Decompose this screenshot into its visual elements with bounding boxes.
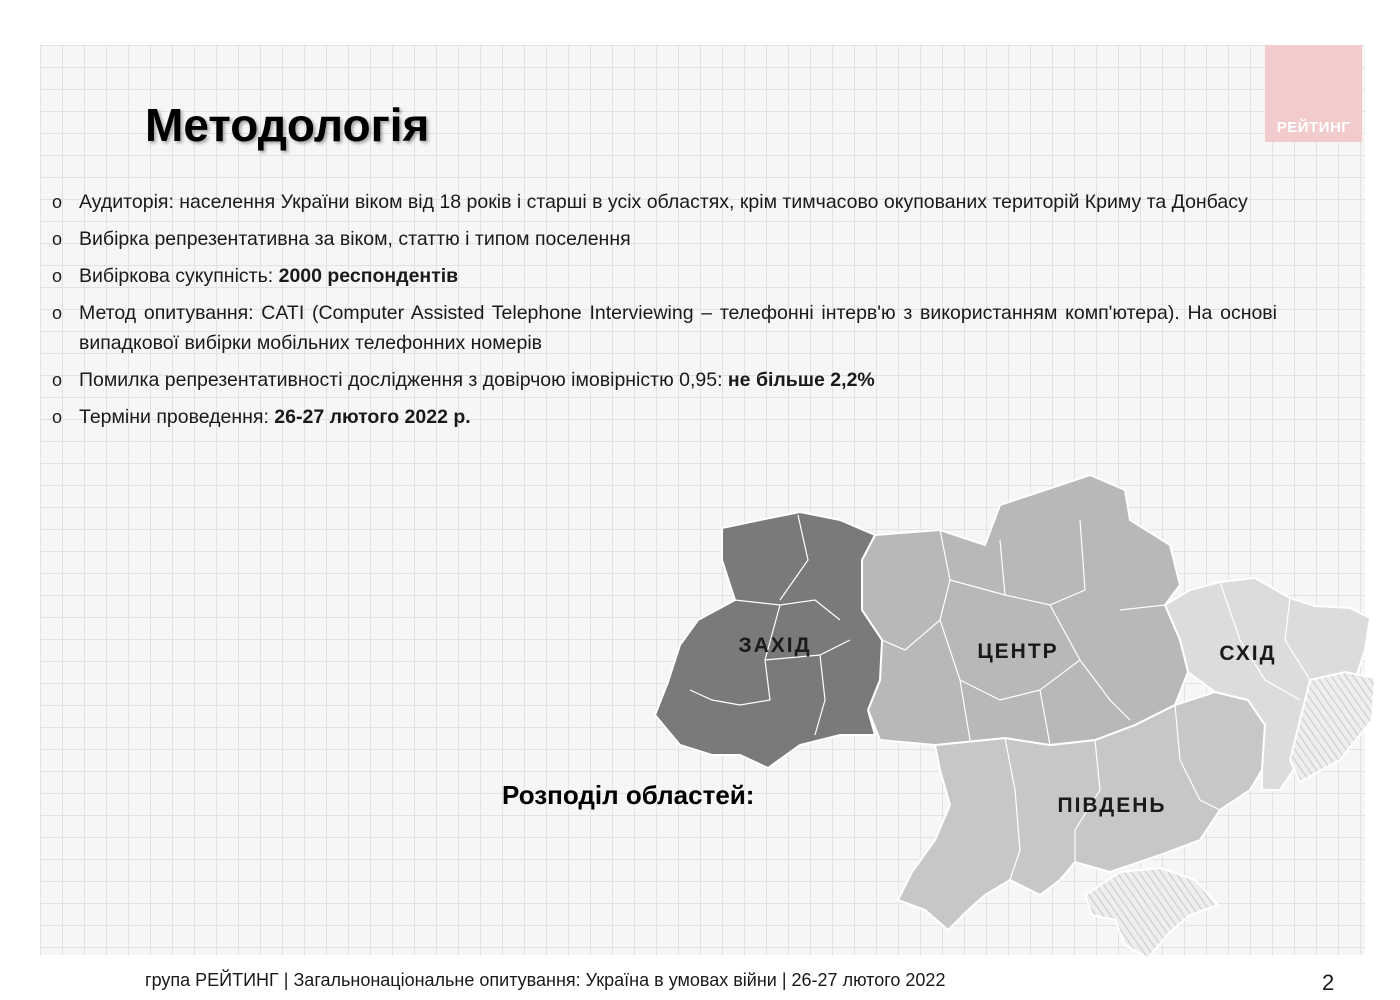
region-center bbox=[862, 475, 1188, 745]
bullet-marker: o bbox=[52, 229, 63, 249]
occupied-crimea bbox=[1085, 868, 1218, 958]
bullet-text: Вибіркова сукупність: bbox=[79, 265, 279, 287]
distribution-label: Розподіл областей: bbox=[502, 780, 755, 810]
label-east: СХІД bbox=[1219, 642, 1277, 665]
footer-text: група РЕЙТИНГ | Загальнонаціональне опитування: Україна в умовах війни | 26-27 лютого 2022 bbox=[145, 970, 946, 990]
bullet-marker: o bbox=[52, 407, 63, 427]
bullet-bold: 2000 респондентів bbox=[278, 265, 459, 287]
bullet-marker: o bbox=[52, 370, 63, 390]
label-center: ЦЕНТР bbox=[977, 640, 1059, 663]
bullet-text: Терміни проведення: bbox=[79, 406, 275, 428]
label-south: ПІВДЕНЬ bbox=[1057, 794, 1167, 817]
bullet-bold: не більше 2,2% bbox=[727, 369, 875, 391]
bullet-text: Метод опитування: CATI (Computer Assisted Telephone Interviewing – телефонні інтерв'ю з використанням комп'ютера). На основі випадкової вибірки мобільних телефонних номерів bbox=[79, 302, 1277, 354]
label-west: ЗАХІД bbox=[738, 634, 812, 657]
bullet-text: Вибірка репрезентативна за віком, статтю і типом поселення bbox=[79, 228, 631, 250]
bullet-text: Помилка репрезентативності дослідження з довірчою імовірністю 0,95: bbox=[79, 369, 728, 391]
bullet-marker: o bbox=[52, 192, 63, 212]
logo-text: РЕЙТИНГ bbox=[1276, 119, 1351, 136]
bullet-bold: 26-27 лютого 2022 р. bbox=[274, 406, 471, 428]
bullet-text: Аудиторія: населення України віком від 18 років і старші в усіх областях, крім тимчасово окупованих територій Криму та Донбасу bbox=[79, 191, 1248, 213]
page-number: 2 bbox=[1322, 970, 1335, 995]
bullet-marker: o bbox=[52, 266, 63, 286]
page-title: Методологія bbox=[145, 99, 430, 151]
bullet-marker: o bbox=[52, 303, 63, 323]
